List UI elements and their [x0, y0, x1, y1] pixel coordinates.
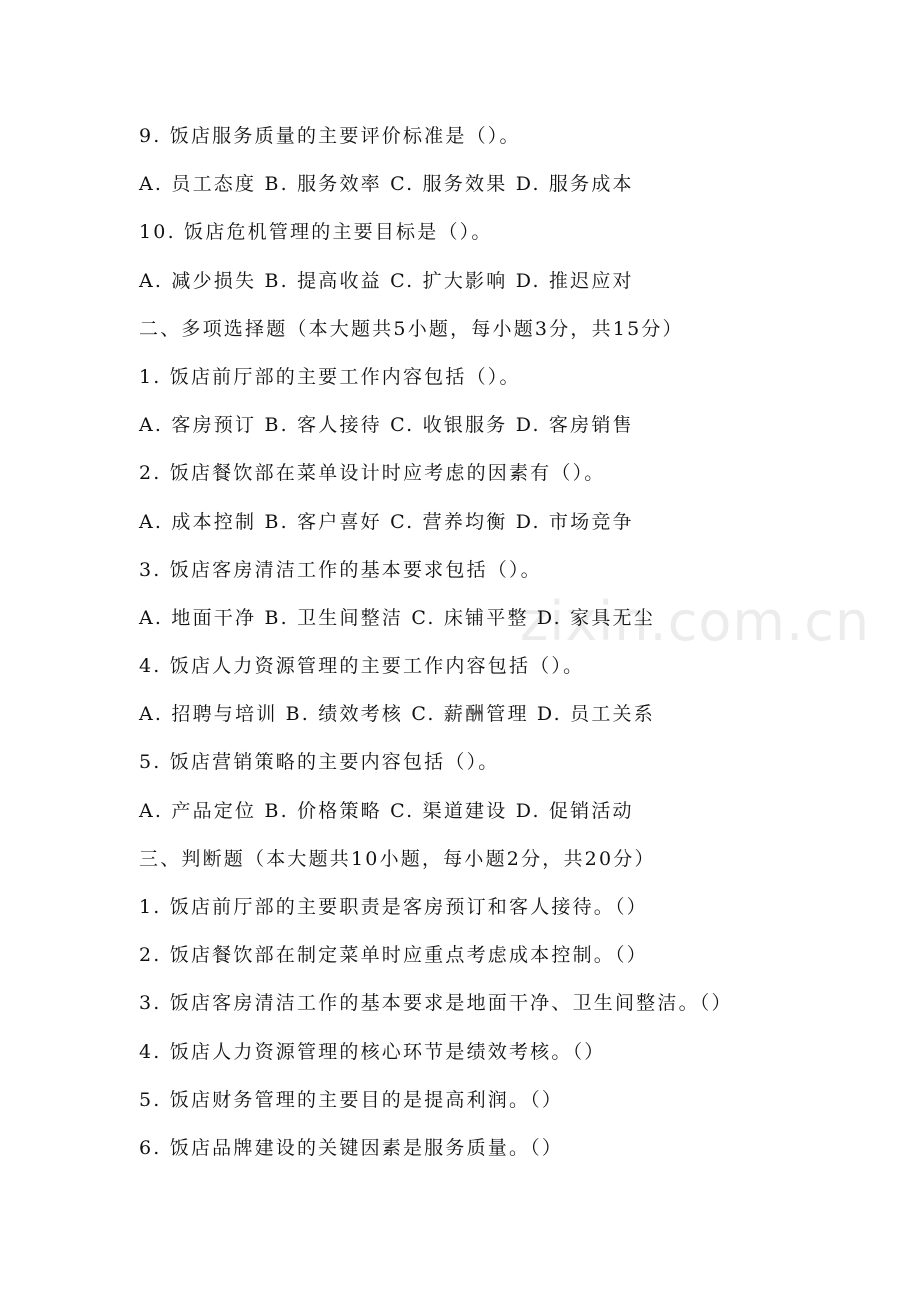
tf-question-5: 5. 饭店财务管理的主要目的是提高利润。（）: [139, 1088, 564, 1111]
mc-question-4: 4. 饭店人力资源管理的主要工作内容包括（）。: [139, 655, 585, 678]
question-9-options: A. 员工态度 B. 服务效率 C. 服务效果 D. 服务成本: [139, 173, 634, 196]
mc-question-3: 3. 饭店客房清洁工作的基本要求包括（）。: [139, 558, 542, 581]
mc-question-1: 1. 饭店前厅部的主要工作内容包括（）。: [139, 365, 521, 388]
tf-question-6: 6. 饭店品牌建设的关键因素是服务质量。（）: [139, 1136, 564, 1159]
question-9: 9. 饭店服务质量的主要评价标准是（）。: [139, 125, 521, 147]
document-body: [139, 112, 879, 1172]
watermark: zixin.com.cn: [520, 590, 871, 653]
mc-question-3-options: A. 地面干净 B. 卫生间整洁 C. 床铺平整 D. 家具无尘: [139, 606, 655, 629]
section-heading-true-false: 三、判断题（本大题共10小题，每小题2分，共20分）: [139, 847, 656, 870]
mc-question-4-options: A. 招聘与培训 B. 绩效考核 C. 薪酬管理 D. 员工关系: [139, 703, 655, 726]
mc-question-5-options: A. 产品定位 B. 价格策略 C. 渠道建设 D. 促销活动: [139, 799, 634, 822]
section-heading-multiple-choice: 二、多项选择题（本大题共5小题，每小题3分，共15分）: [139, 317, 684, 340]
tf-question-1: 1. 饭店前厅部的主要职责是客房预订和客人接待。（）: [139, 896, 648, 918]
mc-question-2: 2. 饭店餐饮部在菜单设计时应考虑的因素有（）。: [139, 462, 606, 485]
question-10-options: A. 减少损失 B. 提高收益 C. 扩大影响 D. 推迟应对: [139, 269, 634, 292]
tf-question-3: 3. 饭店客房清洁工作的基本要求是地面干净、卫生间整洁。（）: [139, 992, 733, 1015]
tf-question-2: 2. 饭店餐饮部在制定菜单时应重点考虑成本控制。（）: [139, 944, 648, 967]
mc-question-2-options: A. 成本控制 B. 客户喜好 C. 营养均衡 D. 市场竞争: [139, 510, 634, 533]
question-10: 10. 饭店危机管理的主要目标是（）。: [139, 221, 493, 244]
tf-question-4: 4. 饭店人力资源管理的核心环节是绩效考核。（）: [139, 1040, 606, 1063]
mc-question-5: 5. 饭店营销策略的主要内容包括（）。: [139, 751, 500, 774]
mc-question-1-options: A. 客房预订 B. 客人接待 C. 收银服务 D. 客房销售: [139, 414, 634, 437]
